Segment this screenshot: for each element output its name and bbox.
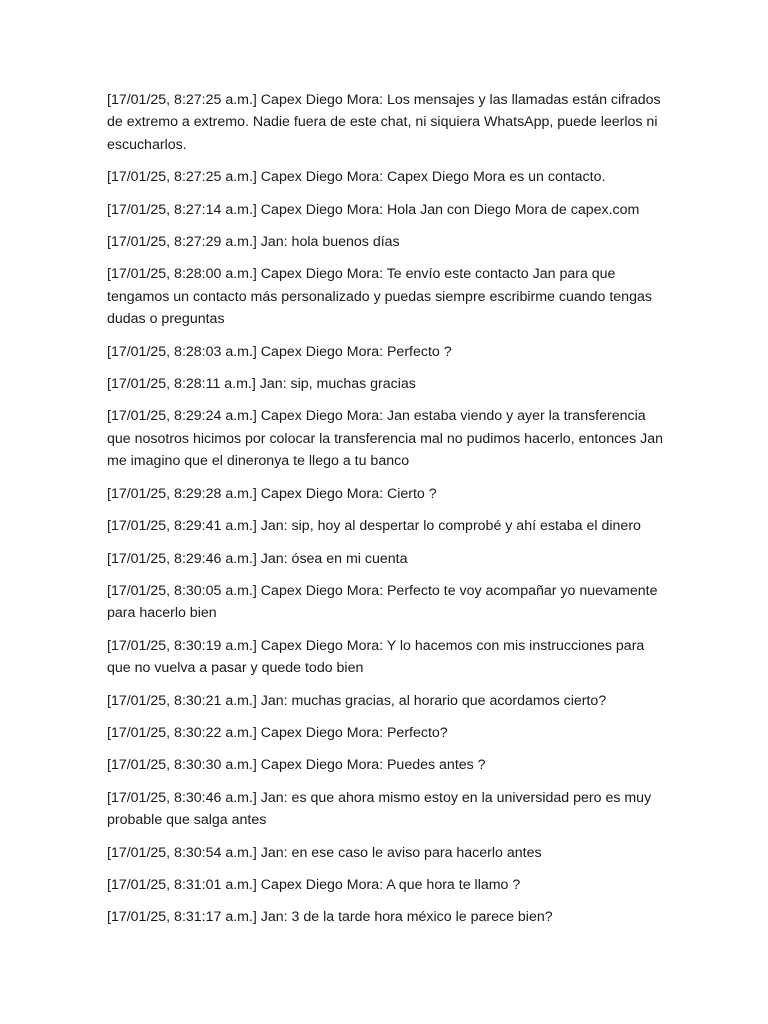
- chat-message: [17/01/25, 8:30:19 a.m.] Capex Diego Mora: Y lo hacemos con mis instrucciones para que no vuelva a pasar y quede todo bien: [107, 637, 645, 677]
- chat-message: [17/01/25, 8:31:17 a.m.] Jan: 3 de la tarde hora méxico le parece bien?: [107, 909, 553, 926]
- chat-message: [17/01/25, 8:30:21 a.m.] Jan: muchas gracias, al horario que acordamos cierto?: [107, 692, 607, 709]
- chat-message: [17/01/25, 8:30:22 a.m.] Capex Diego Mora: Perfecto?: [107, 724, 448, 741]
- chat-message: [17/01/25, 8:30:46 a.m.] Jan: es que ahora mismo estoy en la universidad pero es muy probable que salga antes: [107, 789, 652, 829]
- chat-message: [17/01/25, 8:31:01 a.m.] Capex Diego Mora: A que hora te llamo ?: [107, 876, 521, 893]
- chat-message: [17/01/25, 8:29:41 a.m.] Jan: sip, hoy al despertar lo comprobé y ahí estaba el dinero: [107, 518, 641, 535]
- document-page: [107, 89, 667, 939]
- chat-message: [17/01/25, 8:30:30 a.m.] Capex Diego Mora: Puedes antes ?: [107, 757, 486, 774]
- chat-message: [17/01/25, 8:30:54 a.m.] Jan: en ese caso le aviso para hacerlo antes: [107, 844, 542, 861]
- chat-message: [17/01/25, 8:28:00 a.m.] Capex Diego Mora: Te envío este contacto Jan para que tengamos un contacto más personalizado y puedas siempre escribirme cuando tengas dudas o preguntas: [107, 266, 652, 328]
- chat-message: [17/01/25, 8:28:03 a.m.] Capex Diego Mora: Perfecto ?: [107, 343, 452, 360]
- chat-message: [17/01/25, 8:30:05 a.m.] Capex Diego Mora: Perfecto te voy acompañar yo nuevamente para hacerlo bien: [107, 582, 658, 622]
- chat-message: [17/01/25, 8:29:28 a.m.] Capex Diego Mora: Cierto ?: [107, 485, 437, 502]
- chat-message: [17/01/25, 8:27:25 a.m.] Capex Diego Mora: Los mensajes y las llamadas están cifrados de extremo a extremo. Nadie fuera de este chat, ni siquiera WhatsApp, puede leerlos ni escucharlos.: [107, 92, 661, 153]
- chat-message: [17/01/25, 8:27:14 a.m.] Capex Diego Mora: Hola Jan con Diego Mora de capex.com: [107, 201, 640, 218]
- chat-message: [17/01/25, 8:29:46 a.m.] Jan: ósea en mi cuenta: [107, 550, 408, 567]
- chat-message: [17/01/25, 8:29:24 a.m.] Capex Diego Mora: Jan estaba viendo y ayer la transferencia que nosotros hicimos por colocar la transferencia mal no pudimos hacerlo, entonces Jan me imagino que el dineronya te llego a tu banco: [107, 408, 663, 470]
- chat-message: [17/01/25, 8:28:11 a.m.] Jan: sip, muchas gracias: [107, 376, 416, 393]
- chat-message: [17/01/25, 8:27:25 a.m.] Capex Diego Mora: Capex Diego Mora es un contacto.: [107, 169, 606, 186]
- chat-message: [17/01/25, 8:27:29 a.m.] Jan: hola buenos días: [107, 234, 400, 251]
